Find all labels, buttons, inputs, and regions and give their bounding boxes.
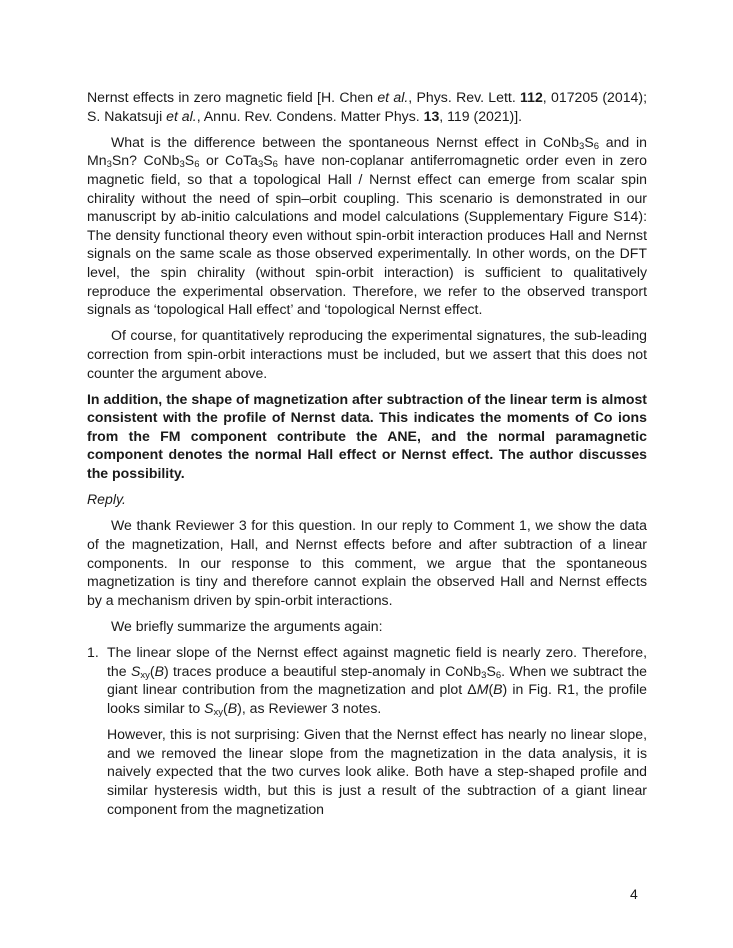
- document-page: [87, 88, 647, 818]
- page-number: 4: [630, 886, 638, 902]
- paragraph-spontaneous-nernst: What is the difference between the spontaneous Nernst effect in $CoNb_3S_6$ and in $Mn_3Sn$? $CoNb_3S_6$ or $CoTa_3S_6$ have non-coplanar antiferromagnetic order even in zero magnetic field, so that a topological Hall / Nernst effect can emerge from scalar spin chirality without the need of spin–orbit coupling. This scenario is demonstrated in our manuscript by ab-initio calculations and model calculations (Supplementary Figure S14): The density functional theory even without spin-orbit interaction produces Hall and Nernst signals on the same scale as those observed experimentally. In other words, on the DFT level, the spin chirality (without spin-orbit interaction) is sufficient to qualitatively reproduce the experimental observation. Therefore, we refer to the observed transport signals as ‘topological Hall effect’ and ‘topological Nernst effect.: [87, 133, 647, 318]
- et-al: et al.: [166, 107, 197, 124]
- paragraph-summary-intro: We briefly summarize the arguments again:: [111, 618, 383, 634]
- paragraph-spin-orbit-correction: Of course, for quantitatively reproducing the experimental signatures, the sub-leading correction from spin-orbit interactions must be included, but we assert that this does not counter the argument above.: [87, 327, 647, 381]
- list-number: 1.: [87, 644, 99, 661]
- paragraph-references: Nernst effects in zero magnetic field [H. Chen et al., Phys. Rev. Lett. 112, 017205 (2014); S. Nakatsuji et al., Annu. Rev. Condens. Matter Phys. 13, 119 (2021)].: [87, 89, 648, 124]
- reply-label: Reply.: [87, 491, 126, 508]
- et-al: et al.: [377, 89, 409, 105]
- volume-number: 13: [423, 107, 440, 124]
- paragraph-reply-intro: We thank Reviewer 3 for this question. In our reply to Comment 1, we show the data of the magnetization, Hall, and Nernst effects before and after subtraction of a linear components. In our response to this comment, we argue that the spontaneous magnetization is tiny and therefore cannot explain the observed Hall and Nernst effects by a mechanism driven by spin-orbit interactions.: [87, 517, 647, 608]
- list-item: 1. The linear slope of the Nernst effect against magnetic field is nearly zero. Therefore, the $S_{xy}(B)$ traces produce a beautiful step-anomaly in $CoNb_3S_6$. When we subtract the giant linear contribution from the magnetization and plot ΔM(B) in Fig. R1, the profile looks similar to $S_{xy}(B)$, as Reviewer 3 notes.: [87, 644, 648, 718]
- volume-number: 112: [520, 89, 543, 105]
- reviewer-comment: In addition, the shape of magnetization after subtraction of the linear term is almost consistent with the profile of Nernst data. This indicates the moments of Co ions from the FM component contribute the ANE, and the normal paramagnetic component denotes the normal Hall effect or Nernst effect. The author discusses the possibility.: [87, 390, 647, 482]
- list-item-continuation: However, this is not surprising: Given that the Nernst effect has nearly no linear slope, and we removed the linear slope from the magnetization in the data analysis, it is naively expected that the two curves look alike. Both have a step-shaped profile and similar hysteresis width, but this is just a result of the subtraction of a giant linear component from the magnetization: [107, 726, 647, 817]
